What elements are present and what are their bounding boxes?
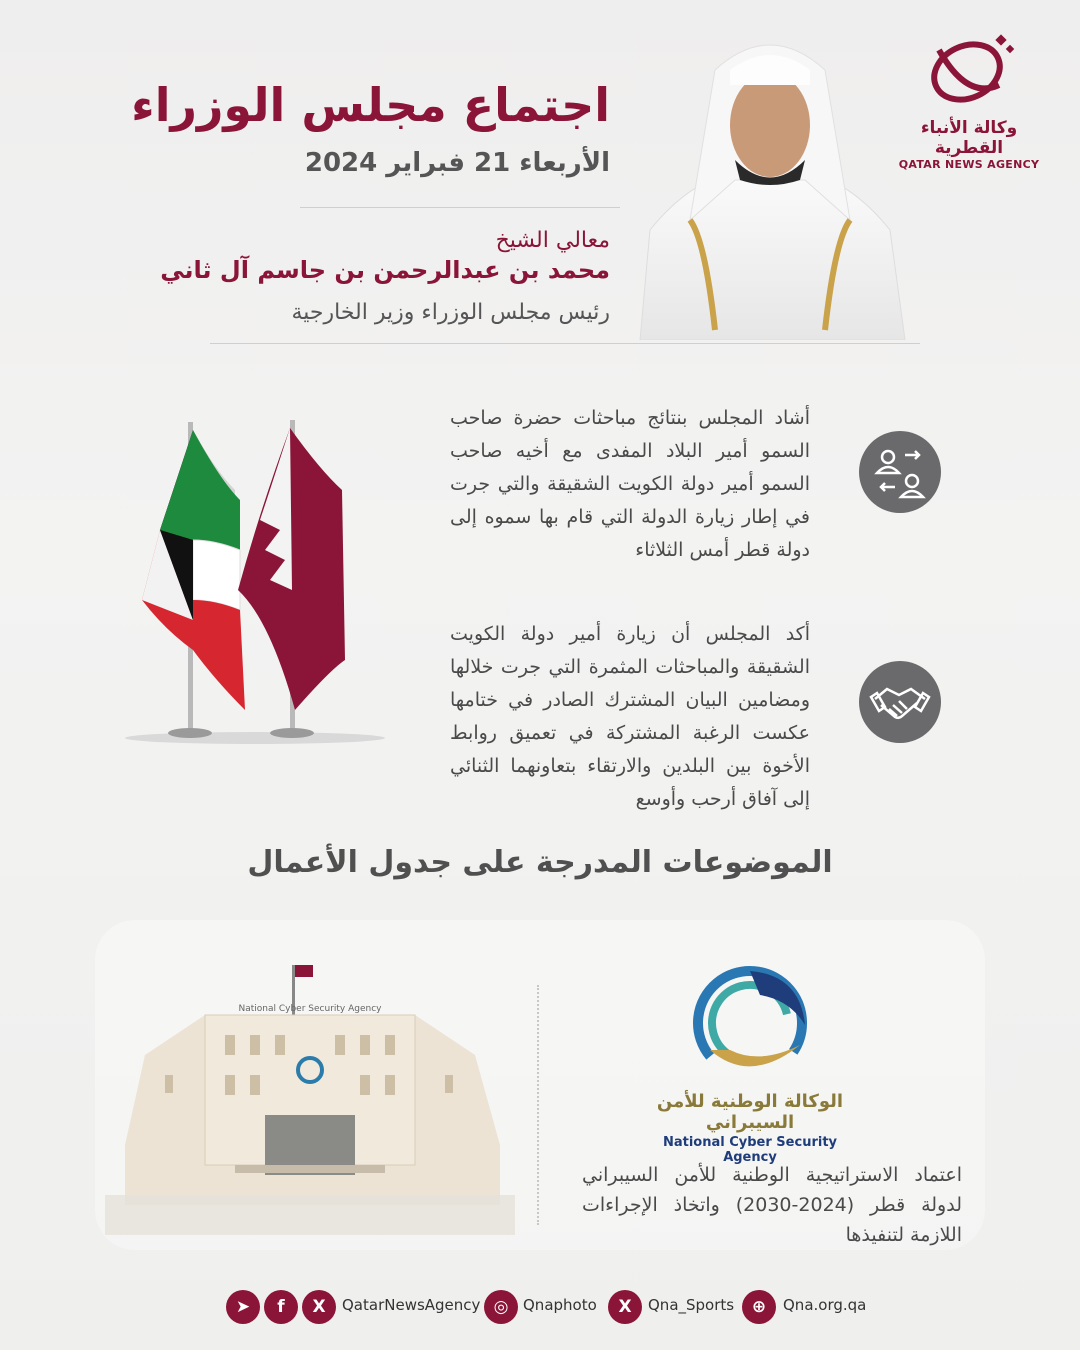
building-sign: National Cyber Security Agency — [238, 1004, 382, 1014]
website-link[interactable]: Qna.org.qa — [783, 1296, 867, 1314]
person-honorific: معالي الشيخ — [495, 228, 610, 253]
kuwait-qatar-flags — [120, 410, 390, 750]
ncsa-name-english: National Cyber Security Agency — [662, 1135, 838, 1165]
facebook-icon[interactable]: f — [264, 1290, 298, 1324]
handle-photo[interactable]: Qnaphoto — [523, 1296, 597, 1314]
section-divider — [210, 343, 920, 344]
ncsa-emblem-icon — [640, 955, 860, 1085]
handle-sports[interactable]: Qna_Sports — [648, 1296, 735, 1314]
ncsa-building-image — [105, 945, 515, 1235]
logo-english: QATAR NEWS AGENCY — [898, 158, 1040, 171]
person-position: رئيس مجلس الوزراء وزير الخارجية — [291, 300, 610, 325]
logo-arabic: وكالة الأنباء القطرية — [920, 118, 1018, 158]
qna-logo — [894, 30, 1044, 171]
agenda-divider — [537, 985, 539, 1225]
qna-emblem-icon — [919, 30, 1019, 110]
person-name: محمد بن عبدالرحمن بن جاسم آل ثاني — [160, 256, 610, 284]
header-divider — [300, 207, 620, 208]
x-icon-sports[interactable]: X — [608, 1290, 642, 1324]
exchange-people-icon — [859, 431, 941, 513]
page-title: اجتماع مجلس الوزراء — [131, 78, 610, 132]
handshake-icon — [859, 661, 941, 743]
telegram-icon[interactable]: ➤ — [226, 1290, 260, 1324]
ncsa-name-arabic: الوكالة الوطنية للأمن السيبراني — [656, 1091, 844, 1133]
ncsa-logo — [640, 955, 860, 1165]
item-2-text: أكد المجلس أن زيارة أمير دولة الكويت الشقيقة والمباحثات المثمرة التي جرت خلالها ومضامين البيان المشترك الصادر في ختامها عكست الرغبة المشتركة في تعميق روابط الأخوة بين البلدين والارتقاء بتعاونهما الثنائي إلى آفاق أرحب وأوسع — [450, 623, 810, 810]
agenda-title: الموضوعات المدرجة على جدول الأعمال — [247, 845, 833, 880]
meeting-date: الأربعاء 21 فبراير 2024 — [304, 148, 610, 178]
x-icon[interactable]: X — [302, 1290, 336, 1324]
globe-icon[interactable]: ⊕ — [742, 1290, 776, 1324]
social-footer — [0, 1290, 1080, 1330]
instagram-icon[interactable]: ◎ — [484, 1290, 518, 1324]
pm-portrait — [630, 30, 910, 340]
handle-main[interactable]: QatarNewsAgency — [342, 1296, 481, 1314]
agenda-item-text: اعتماد الاستراتيجية الوطنية للأمن السيبراني لدولة قطر (2024-2030) واتخاذ الإجراءات اللازمة لتنفيذها — [582, 1164, 962, 1246]
item-1-text: أشاد المجلس بنتائج مباحثات حضرة صاحب السمو أمير البلاد المفدى مع أخيه صاحب السمو أمير دولة الكويت الشقيقة والتي جرت في إطار زيارة الدولة التي قام بها سموه إلى دولة قطر أمس الثلاثاء — [450, 407, 810, 561]
